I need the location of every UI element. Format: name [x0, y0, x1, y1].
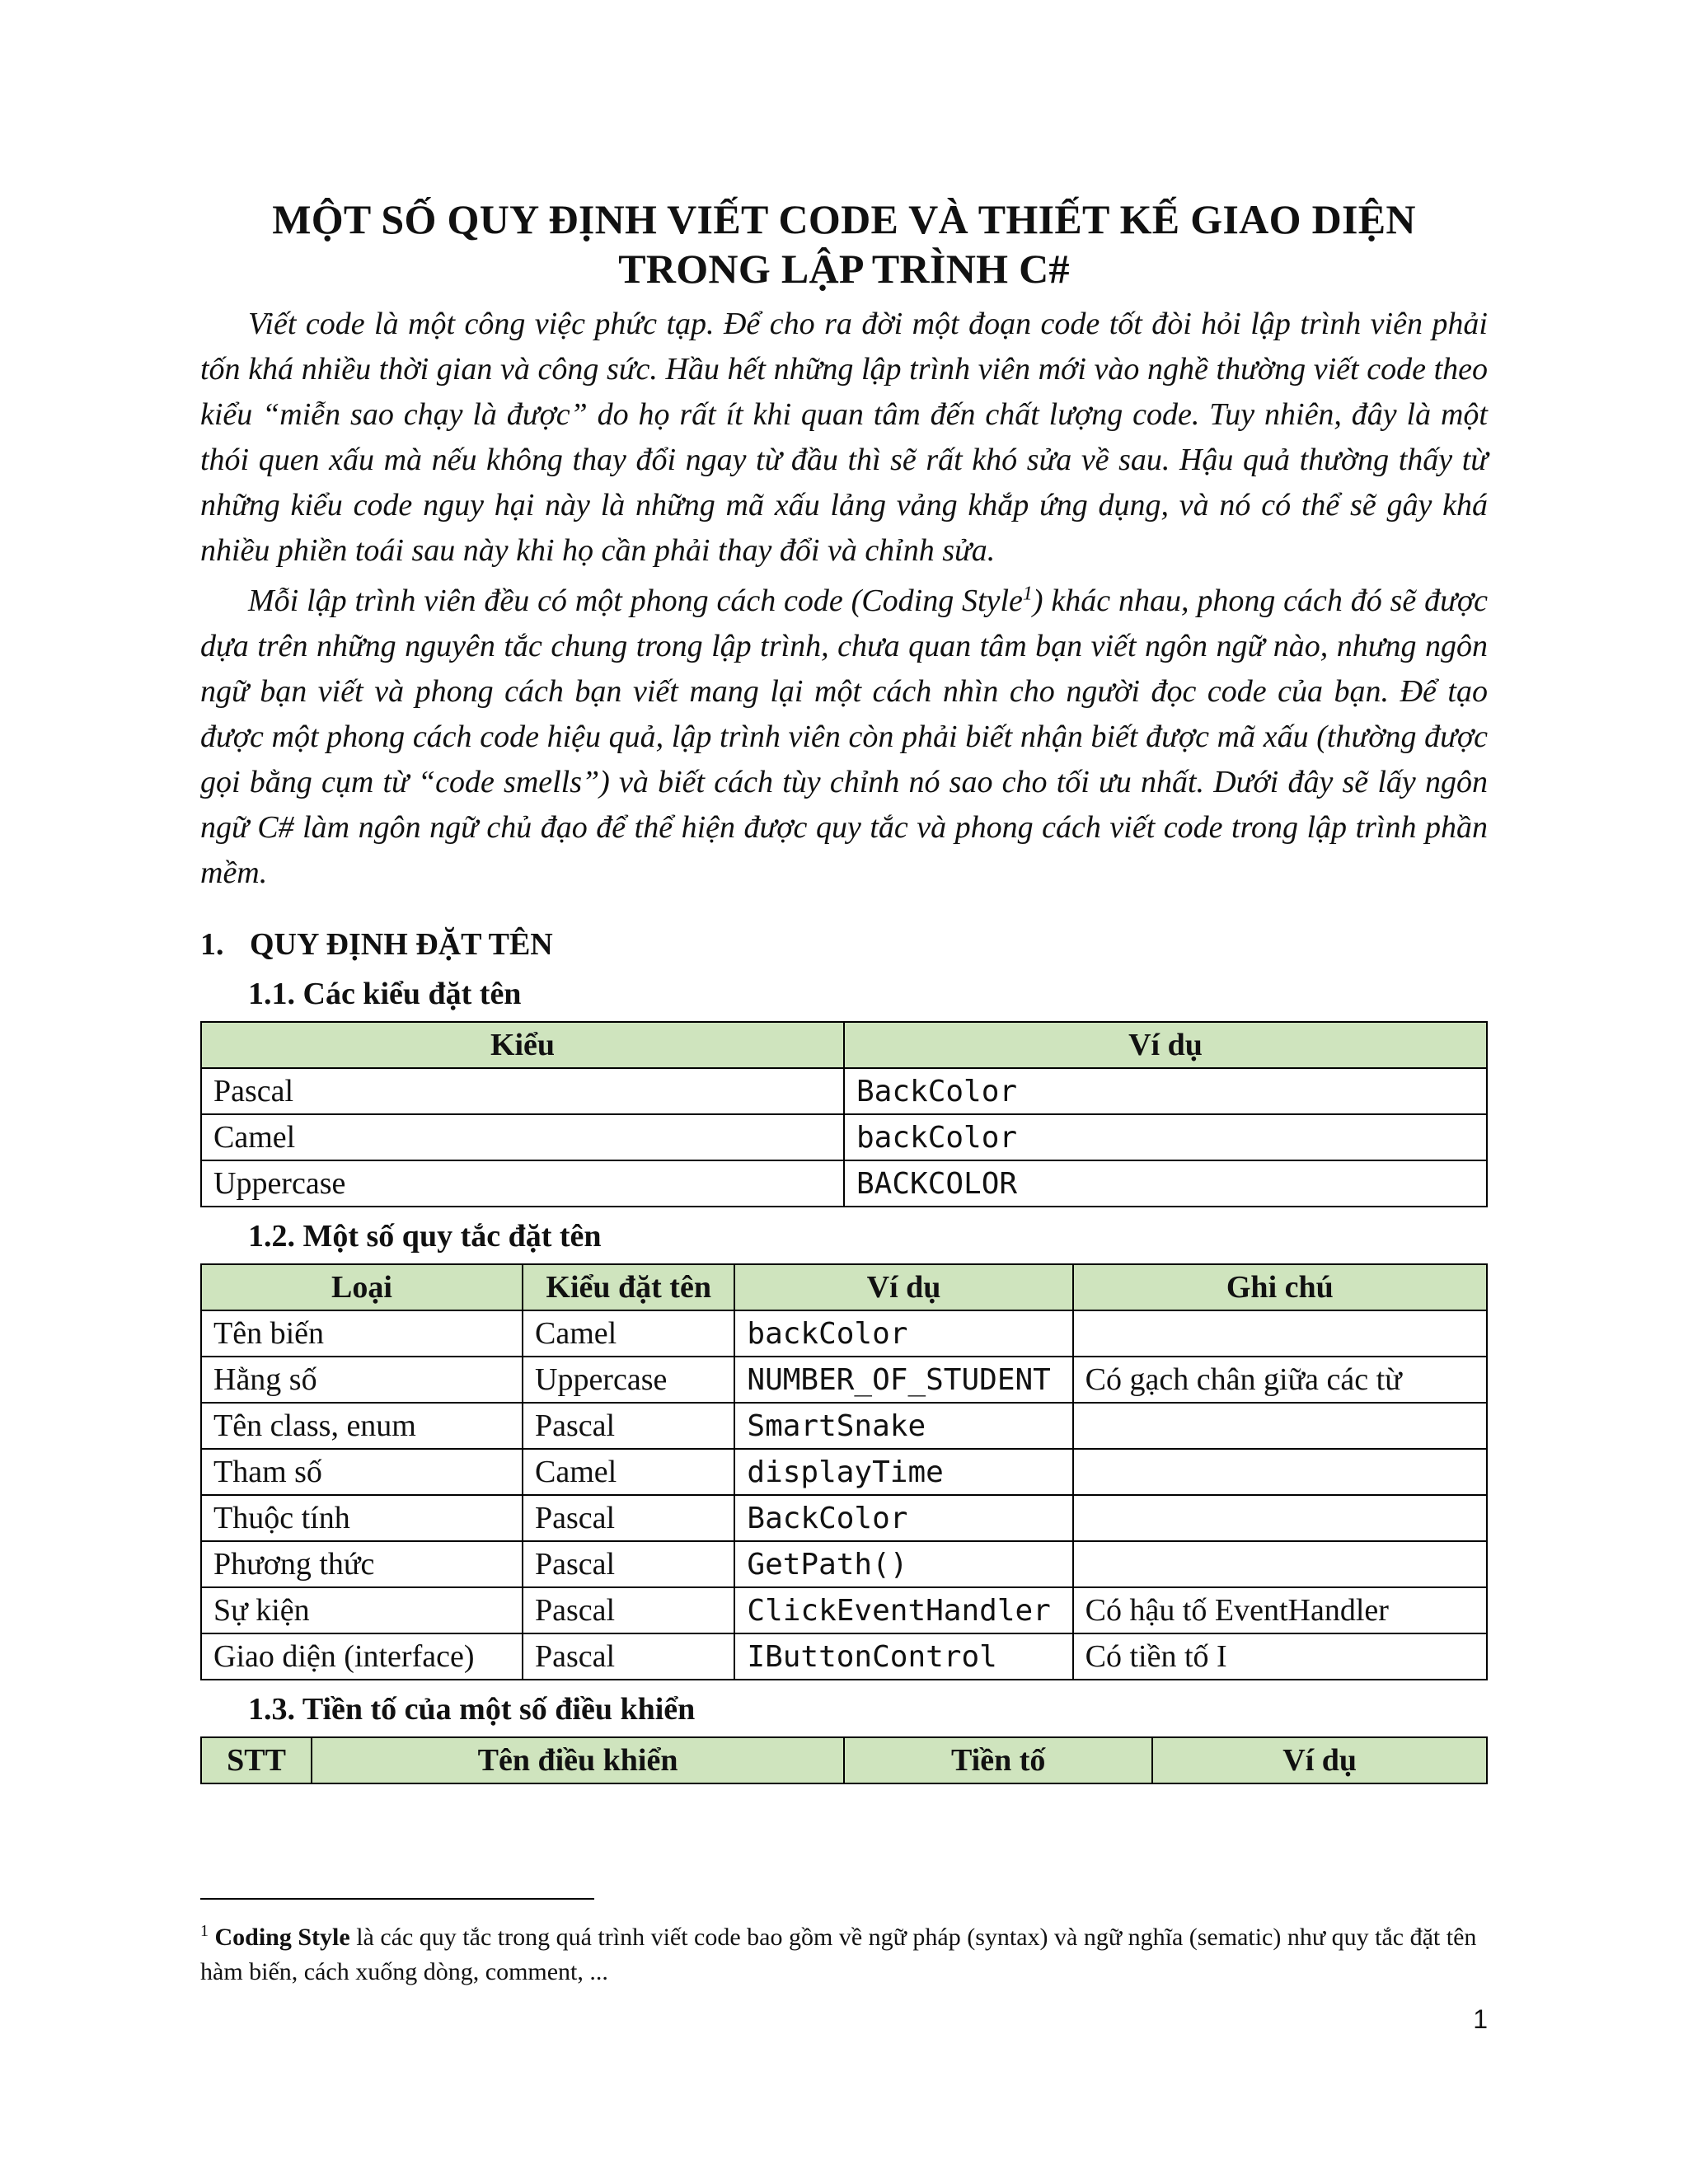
code-cell: NUMBER_OF_STUDENT: [734, 1357, 1072, 1403]
code-cell: IButtonControl: [734, 1633, 1072, 1680]
table-cell: Pascal: [523, 1495, 734, 1541]
page-content: [200, 194, 1488, 1784]
table-cell: Có gạch chân giữa các từ: [1073, 1357, 1487, 1403]
header-cell: Ghi chú: [1073, 1264, 1487, 1310]
table-row: [201, 1449, 1487, 1495]
intro-paragraph-2: [200, 579, 1488, 896]
control-prefix-table: [200, 1736, 1488, 1784]
table-cell: Tên class, enum: [201, 1403, 523, 1449]
table-cell: Pascal: [523, 1633, 734, 1680]
code-cell: GetPath(): [734, 1541, 1072, 1587]
footnote: [200, 1914, 1488, 1990]
code-cell: SmartSnake: [734, 1403, 1072, 1449]
code-cell: BackColor: [844, 1068, 1487, 1114]
table-cell: Pascal: [523, 1541, 734, 1587]
table-cell: Phương thức: [201, 1541, 523, 1587]
footnote-term: Coding Style: [214, 1924, 350, 1951]
page-number: 1: [1473, 2004, 1488, 2034]
intro-paragraph-2-start: Mỗi lập trình viên đều có một phong cách code (Coding Style: [248, 583, 1023, 618]
table-row: [201, 1633, 1487, 1680]
table-cell: Tên biến: [201, 1310, 523, 1357]
header-cell: Ví dụ: [1152, 1737, 1487, 1783]
table-cell: Camel: [201, 1114, 844, 1160]
table-cell: [1073, 1495, 1487, 1541]
code-cell: BACKCOLOR: [844, 1160, 1487, 1207]
table-cell: [1073, 1310, 1487, 1357]
table-row: [201, 1068, 1487, 1114]
table-cell: Uppercase: [523, 1357, 734, 1403]
header-cell: STT: [201, 1737, 312, 1783]
table-cell: Pascal: [523, 1403, 734, 1449]
code-cell: backColor: [844, 1114, 1487, 1160]
table-cell: [1073, 1449, 1487, 1495]
table-cell: Tham số: [201, 1449, 523, 1495]
title-line-2: TRONG LẬP TRÌNH C#: [618, 246, 1070, 292]
table-row: [201, 1587, 1487, 1633]
header-cell: Loại: [201, 1264, 523, 1310]
table-cell: Camel: [523, 1310, 734, 1357]
footnote-reference: 1: [1022, 583, 1033, 605]
header-cell: Kiểu đặt tên: [523, 1264, 734, 1310]
table-cell: Pascal: [523, 1587, 734, 1633]
table-row: [201, 1160, 1487, 1207]
table-row: [201, 1541, 1487, 1587]
table-cell: Pascal: [201, 1068, 844, 1114]
table-cell: Có tiền tố I: [1073, 1633, 1487, 1680]
document-title: [200, 194, 1488, 293]
subsection-1-2-heading: 1.2. Một số quy tắc đặt tên: [248, 1219, 602, 1254]
section-1-title: QUY ĐỊNH ĐẶT TÊN: [250, 927, 553, 962]
table-header-row: [201, 1264, 1487, 1310]
table-cell: Giao diện (interface): [201, 1633, 523, 1680]
code-cell: backColor: [734, 1310, 1072, 1357]
code-cell: displayTime: [734, 1449, 1072, 1495]
subsection-1-3-heading: 1.3. Tiền tố của một số điều khiển: [248, 1692, 696, 1727]
naming-styles-table: [200, 1021, 1488, 1207]
intro-paragraph-2-end: ) khác nhau, phong cách đó sẽ được dựa trên những nguyên tắc chung trong lập trình, chưa quan tâm bạn viết ngôn ngữ nào, nhưng ngôn ngữ bạn viết và phong cách bạn viết mang lại một cách nhìn cho người đọc code của bạn. Để tạo được một phong cách code hiệu quả, lập trình viên còn phải biết nhận biết được mã xấu (thường được gọi bằng cụm từ “code smells”) và biết cách tùy chỉnh nó sao cho tối ưu nhất. Dưới đây sẽ lấy ngôn ngữ C# làm ngôn ngữ chủ đạo để thể hiện được quy tắc và phong cách viết code trong lập trình phần mềm.: [200, 583, 1488, 890]
table-cell: Có hậu tố EventHandler: [1073, 1587, 1487, 1633]
table-cell: Thuộc tính: [201, 1495, 523, 1541]
table-header-row: [201, 1022, 1487, 1068]
table-cell: [1073, 1403, 1487, 1449]
table-cell: Sự kiện: [201, 1587, 523, 1633]
table-header-row: [201, 1737, 1487, 1783]
footnote-separator: [200, 1898, 594, 1900]
table-cell: [1073, 1541, 1487, 1587]
title-line-1: MỘT SỐ QUY ĐỊNH VIẾT CODE VÀ THIẾT KẾ GIAO DIỆN: [272, 196, 1416, 242]
header-cell: Ví dụ: [844, 1022, 1487, 1068]
table-row: [201, 1114, 1487, 1160]
table-cell: Uppercase: [201, 1160, 844, 1207]
table-cell: Camel: [523, 1449, 734, 1495]
header-cell: Tiền tố: [844, 1737, 1152, 1783]
table-row: [201, 1357, 1487, 1403]
footnote-number: 1: [200, 1922, 209, 1940]
header-cell: Tên điều khiển: [312, 1737, 844, 1783]
naming-rules-table: [200, 1263, 1488, 1680]
code-cell: ClickEventHandler: [734, 1587, 1072, 1633]
footnote-text: là các quy tắc trong quá trình viết code bao gồm về ngữ pháp (syntax) và ngữ nghĩa (sematic) như quy tắc đặt tên hàm biến, cách xuống dòng, comment, ...: [200, 1924, 1477, 1985]
table-cell: Hằng số: [201, 1357, 523, 1403]
table-row: [201, 1310, 1487, 1357]
table-row: [201, 1495, 1487, 1541]
section-1-number: 1.: [200, 927, 224, 962]
intro-paragraph-1: Viết code là một công việc phức tạp. Để cho ra đời một đoạn code tốt đòi hỏi lập trình viên phải tốn khá nhiều thời gian và công sức. Hầu hết những lập trình viên mới vào nghề thường viết code theo kiểu “miễn sao chạy là được” do họ rất ít khi quan tâm đến chất lượng code. Tuy nhiên, đây là một thói quen xấu mà nếu không thay đổi ngay từ đầu thì sẽ rất khó sửa về sau. Hậu quả thường thấy từ những kiểu code nguy hại này là những mã xấu lảng vảng khắp ứng dụng, và nó có thể sẽ gây khá nhiều phiền toái sau này khi họ cần phải thay đổi và chỉnh sửa.: [200, 307, 1488, 568]
header-cell: Ví dụ: [734, 1264, 1072, 1310]
table-row: [201, 1403, 1487, 1449]
subsection-1-1-heading: 1.1. Các kiểu đặt tên: [248, 977, 522, 1011]
code-cell: BackColor: [734, 1495, 1072, 1541]
header-cell: Kiểu: [201, 1022, 844, 1068]
section-1-heading: [200, 924, 1488, 965]
